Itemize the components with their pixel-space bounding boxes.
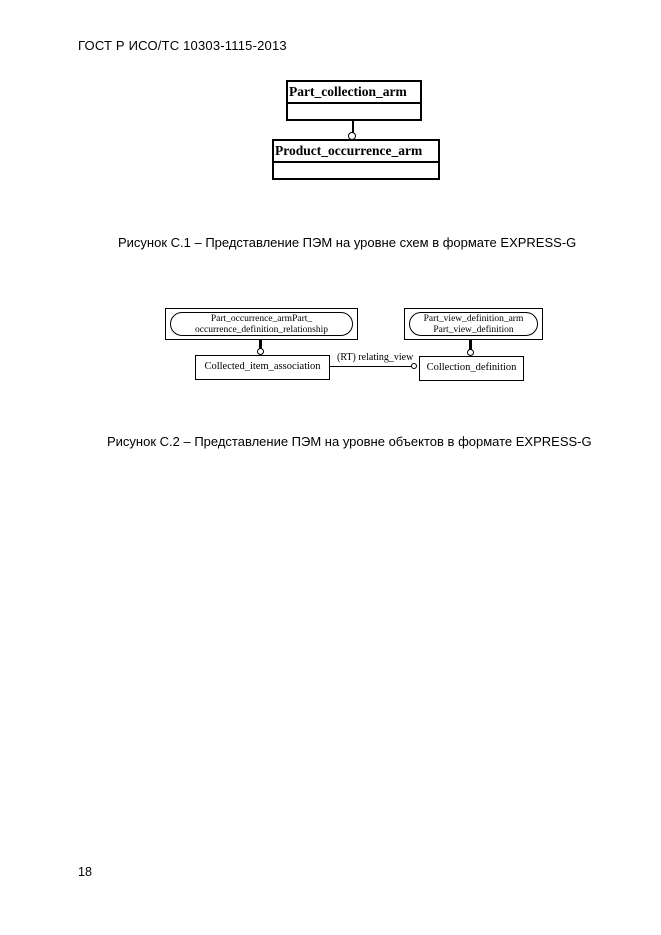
connector-open-circle (348, 132, 356, 140)
connector-open-circle (257, 348, 264, 355)
interfaced-entity-stadium (409, 312, 538, 336)
interfaced-entity-stadium (170, 312, 353, 336)
entity-box-collected-item-association: Collected_item_association (195, 355, 330, 380)
entity-box-product-occurrence-arm (272, 139, 440, 180)
connector-open-circle (467, 349, 474, 356)
relation-open-circle (411, 363, 417, 369)
entity-box-collection-definition: Collection_definition (419, 356, 524, 381)
relation-line (330, 366, 413, 367)
figure-c1-caption: Рисунок С.1 – Представление ПЭМ на уровне схем в формате EXPRESS-G (118, 235, 577, 250)
interfaced-entity-label-line2: occurrence_definition_relationship (195, 325, 328, 335)
document-header: ГОСТ Р ИСО/ТС 10303-1115-2013 (78, 38, 287, 53)
interfaced-entity-label-line1: Part_occurrence_armPart_ (210, 314, 313, 324)
interfaced-entity-box-right (404, 308, 543, 340)
interfaced-entity-label-line1: Part_view_definition_arm (423, 314, 524, 324)
entity-box-part-collection-arm (286, 80, 422, 121)
page-number: 18 (78, 865, 92, 879)
figure-c2-caption: Рисунок С.2 – Представление ПЭМ на уровне объектов в формате EXPRESS-G (107, 434, 592, 449)
relation-label: (RT) relating_view (337, 352, 414, 363)
interfaced-entity-box-left (165, 308, 358, 340)
entity-box-title: Part_collection_arm (288, 82, 420, 104)
entity-box-title: Product_occurrence_arm (274, 141, 438, 163)
interfaced-entity-label-line2: Part_view_definition (433, 325, 514, 335)
